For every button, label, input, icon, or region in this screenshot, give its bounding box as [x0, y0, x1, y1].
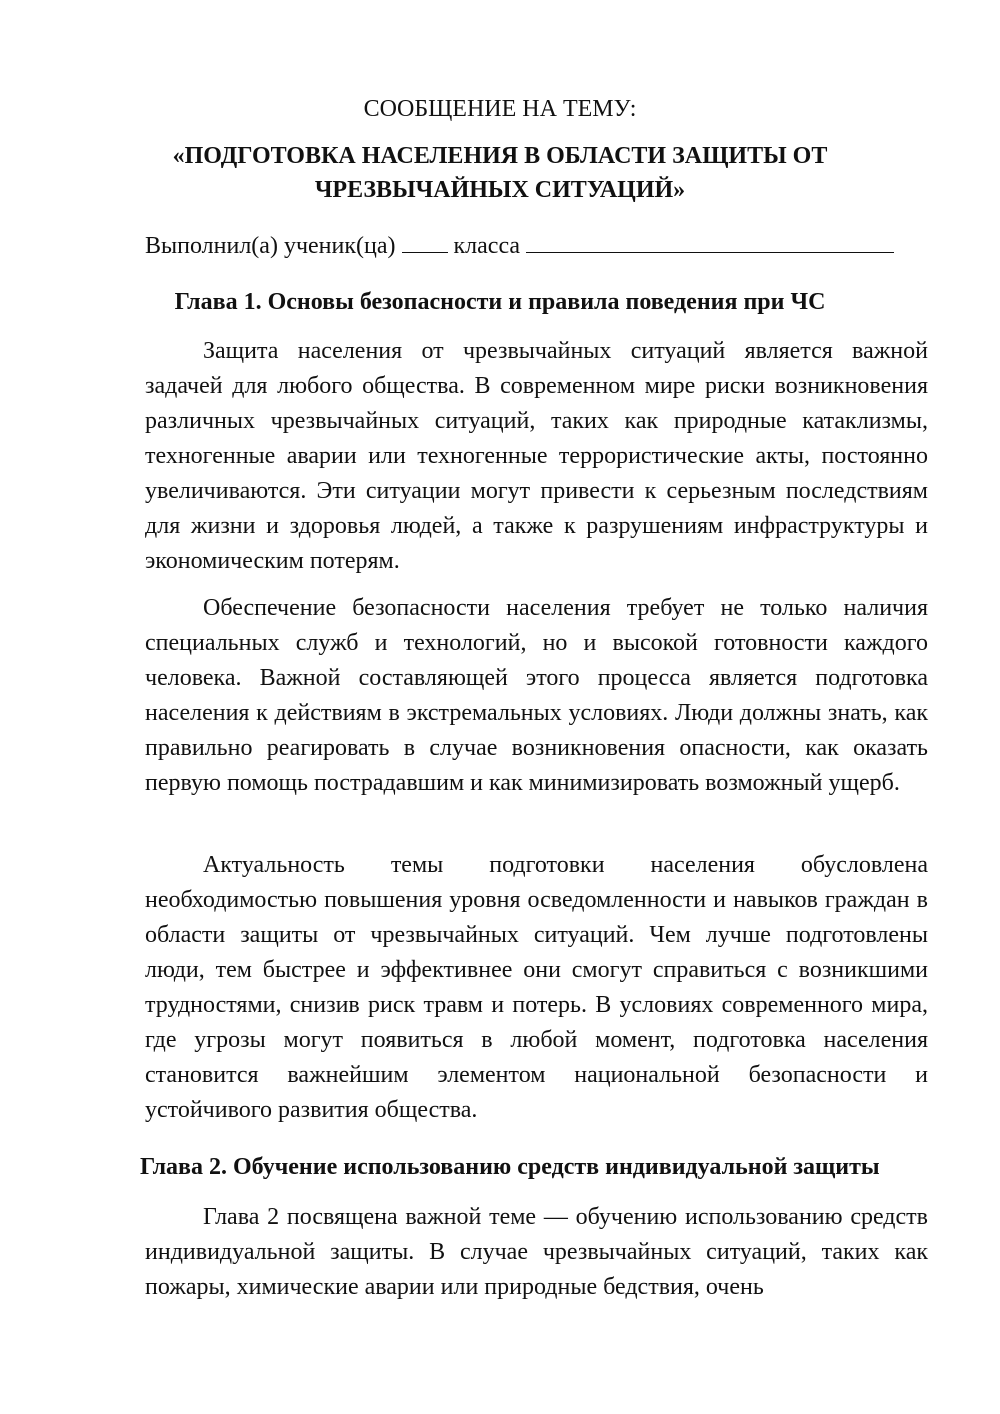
chapter-heading: Глава 2. Обучение использованию средств индивидуальной защиты [140, 1154, 880, 1180]
document-label: СООБЩЕНИЕ НА ТЕМУ: [363, 96, 637, 122]
paragraph: Актуальность темы подготовки населения обусловлена необходимостью повышения уровня осведомленности и навыков граждан в области защиты от чрезвычайных ситуаций. Чем лучше подготовлены люди, тем быстрее и эффективнее они смогут справиться с возникшими трудностями, снизив риск травм и потерь. В условиях современного мира, где угрозы могут появиться в любой момент, подготовка населения становится важнейшим элементом национальной безопасности и устойчивого развития общества. [145, 852, 928, 1123]
author-line [145, 229, 935, 263]
document-title: «ПОДГОТОВКА НАСЕЛЕНИЯ В ОБЛАСТИ ЗАЩИТЫ ОТ ЧРЕЗВЫЧАЙНЫХ СИТУАЦИЙ» [172, 143, 828, 203]
author-label: Выполнил(а) ученик(ца) [145, 233, 396, 259]
paragraph: Защита населения от чрезвычайных ситуаций является важной задачей для любого общества. В современном мире риски возникновения различных чрезвычайных ситуаций, таких как природные катаклизмы, техногенные аварии или техногенные террористические акты, постоянно увеличиваются. Эти ситуации могут привести к серьезным последствиям для жизни и здоровья людей, а также к разрушениям инфраструктуры и экономическим потерям. [145, 338, 928, 574]
paragraph: Глава 2 посвящена важной теме — обучению использованию средств индивидуальной защиты. В случае чрезвычайных ситуаций, таких как пожары, химические аварии или природные бедствия, очень [145, 1204, 928, 1300]
class-name-blank [526, 230, 894, 253]
class-label: класса [453, 233, 521, 259]
chapter-heading: Глава 1. Основы безопасности и правила поведения при ЧС [174, 289, 826, 315]
paragraph: Обеспечение безопасности населения требует не только наличия специальных служб и технологий, но и высокой готовности каждого человека. Важной составляющей этого процесса является подготовка населения к действиям в экстремальных условиях. Люди должны знать, как правильно реагировать в случае возникновения опасности, как оказать первую помощь пострадавшим и как минимизировать возможный ущерб. [145, 595, 928, 796]
class-number-blank [402, 230, 448, 253]
